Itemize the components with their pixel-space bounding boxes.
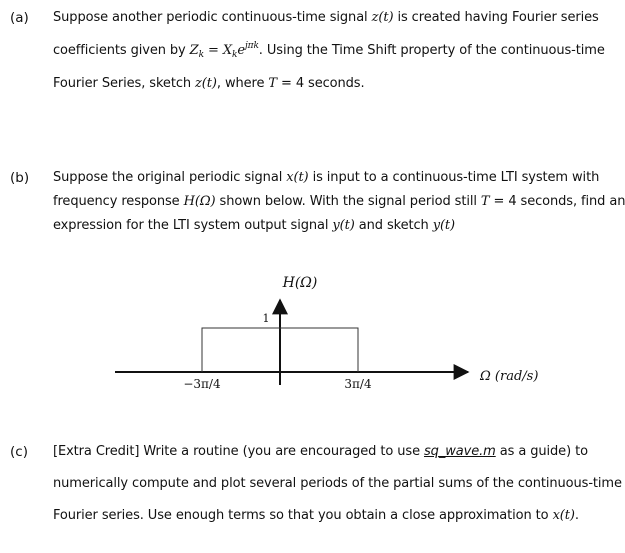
part-c-label: (c) bbox=[10, 444, 28, 460]
part-c-line-3: Fourier series. Use enough terms so that you obtain a close approximation to x(t). bbox=[53, 508, 579, 523]
omega-axis-label: Ω (rad/s) bbox=[480, 369, 539, 384]
sq-wave-filename: sq_wave.m bbox=[424, 444, 496, 459]
part-b-line-3: expression for the LTI system output signal y(t) and sketch y(t) bbox=[53, 218, 456, 233]
figure-title: H(Ω) bbox=[282, 275, 318, 291]
part-c-line-2: numerically compute and plot several periods of the partial sums of the continuous-time bbox=[53, 476, 622, 491]
part-b-line-2: frequency response H(Ω) shown below. With the signal period still T = 4 seconds, find an bbox=[53, 194, 625, 209]
part-b-label: (b) bbox=[10, 170, 30, 186]
left-tick-label: −3π/4 bbox=[183, 377, 221, 391]
part-a-line-2: coefficients given by $Z_k = X_ke^{j\pi k}$. Using the Time Shift property of the continuous-time bbox=[53, 41, 605, 60]
part-b-line-1: Suppose the original periodic signal x(t) is input to a continuous-time LTI system with bbox=[53, 170, 600, 185]
part-a-line-1: Suppose another periodic continuous-time signal z(t) is created having Fourier series bbox=[53, 10, 599, 25]
right-tick-label: 3π/4 bbox=[344, 377, 372, 391]
part-c-line-1: [Extra Credit] Write a routine (you are encouraged to use sq_wave.m as a guide) to bbox=[53, 444, 588, 459]
part-a-line-3: Fourier Series, sketch z(t), where T = 4 seconds. bbox=[53, 76, 365, 91]
height-label: 1 bbox=[262, 312, 270, 325]
part-a-label: (a) bbox=[10, 10, 29, 26]
